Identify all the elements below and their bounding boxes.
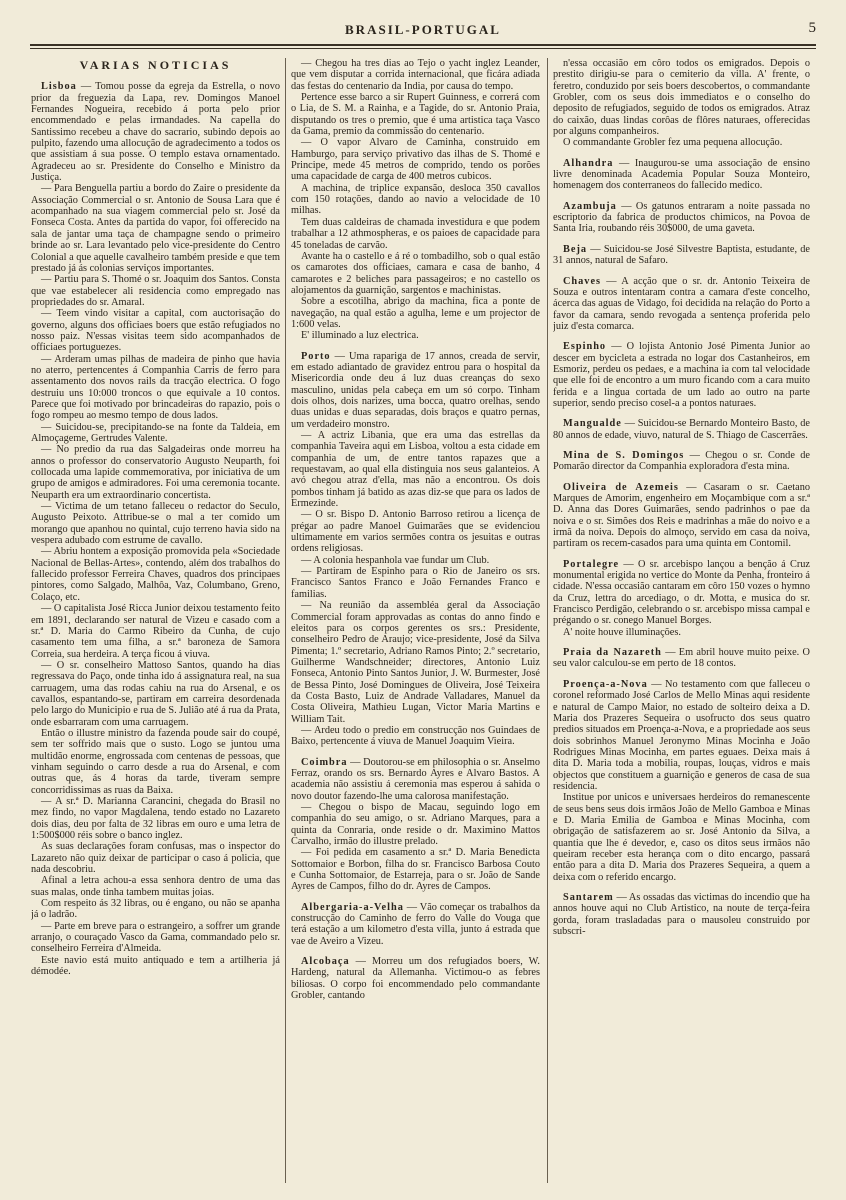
paragraph-text: — Partiu para S. Thomé o sr. Joaquim dos Santos. Consta que vae estabelecer ali residencia como empregado nas propriedades do sr. Amaral. [31, 274, 280, 308]
paragraph-text: Tem duas caldeiras de chamada investidura e que podem trabalhar a 12 athmospheras, e os paioes de capacidade para 45 toneladas de carvão. [291, 216, 540, 251]
paragraph-text: — Casaram o sr. Caetano Marques de Amorim, engenheiro em Moçambique com a sr.ª D. Anna das Dores Guimarães, sendo padrinhos o pae da noiva e o sr. Simões dos Reis e madrinhas a mãe do noivo e a irmã da noiva. Depois do almoço, servido em casa da noiva, partiram os recem-casados para uma quinta em Contomil. [553, 481, 810, 550]
paragraph-text: — Suicidou-se José Silvestre Baptista, estudante, de 31 annos, natural de Safaro. [553, 243, 810, 267]
paragraph-text: A' noite houve illuminações. [563, 626, 681, 638]
paragraph-text: — O sr. arcebispo lançou a benção á Cruz monumental erigida no vertice do Monte da Penha, fronteiro á cidade. N'essa occasião cantaram em côro 150 vozes o hymno da Cruz, lettra do arcediago, o dr. Motta, e musica do sr. Francisco Perdigão, celebrando o sr. arcebispo missa campal e prégando o sr. conego Manuel Borges. [553, 558, 810, 627]
paragraph-text: Institue por unicos e universaes herdeiros do remanescente de seus bens seus dois irmãos João de Mello Gamboa e Minas e D. Maria Emilia de Gamboa e Minas Mocinha, com obrigação de satisfazerem ao sr. José Antonio da Silva, a quantia que lhe é devedor, e, caso os ditos seus irmãos não queiram receber esta herança com o dito encargo, passará então para a dita D. Maria dos Prazeres Sequeira, a quem a deixa com o referido encargo. [553, 792, 810, 883]
paragraph-text: Pertence esse barco a sir Rupert Guinness, e correrá com o Lia, de S. M. a Rainha, e a Tagide, do sr. Antonio Praia, disputando os tres o premio, que é uma artistica taça Vasco da Gama, premio da commissão do centenario. [291, 92, 540, 138]
paragraph-text: — Ardeu todo o predio em construcção nos Guindaes de Baixo, pertencente á viuva de Manuel Joaquim Vieira. [291, 724, 540, 748]
news-paragraph [553, 482, 810, 550]
news-paragraph [31, 81, 280, 183]
news-paragraph [553, 892, 810, 937]
news-paragraph [291, 902, 540, 947]
place-heading: Mangualde [563, 418, 622, 430]
news-paragraph [31, 308, 280, 353]
news-paragraph [291, 430, 540, 509]
paragraph-text: Com respeito ás 32 libras, ou é engano, ou não se apanha já o ladrão. [31, 898, 280, 921]
news-paragraph [31, 660, 280, 728]
paragraph-text: — Partiram de Espinho para o Rio de Janeiro os srs. Francisco Santos Franco e João Fernandes Franco e familias. [291, 566, 540, 600]
news-paragraph [291, 725, 540, 748]
place-heading: Chaves [563, 275, 602, 287]
paragraph-text: — No predio da rua das Salgadeiras onde morreu ha annos o professor do conservatorio Augusto Neuparth, foi collocada uma lapide commemorativa, por iniciativa de um grupo de amigos e admiradores. Foi uma ceremonia tocante. Neuparth era um extraordinario concertista. [31, 444, 280, 501]
news-paragraph [291, 92, 540, 137]
place-heading: Portalegre [563, 558, 620, 570]
news-paragraph [553, 627, 810, 638]
news-paragraph [553, 559, 810, 627]
news-paragraph [31, 728, 280, 796]
news-paragraph [31, 444, 280, 501]
paragraph-text: — Victima de um tetano falleceu o redactor do Seculo, Augusto Peixoto. Attribue-se o mal a ter comido um morango que apanhou no quintal, cujo terreno havia sido na vespera adubado com estrume de cavallo. [31, 501, 280, 547]
paragraph-text: n'essa occasião em côro todos os emigrados. Depois o prestito dirigiu-se para o cemiterio da villa. A' frente, o feretro, conduzido por seis boers descobertos, o commandante Grobler, com os seus dois immediatos e o conselho do deposito de refugiados, seguido de todos os emigrados. Atraz do caixão, duas lindas corôas de flôres naturaes, offerecidas por alguns companheiros. [553, 58, 810, 138]
paragraph-text: — Na reunião da assembléa geral da Associação Commercial foram approvadas as contas do anno findo e eleitos para os corpos gerentes os srs.: Presidente, conselheiro Pedro de Araujo; vice-presidente, José da Silva Pimenta; 1.º secretario, Adriano Ramos Pinto; 2.º secretario, Guilherme Wandschneider; directores, Antonio Luiz Fonseca, Antonio Pinto Santos Junior, J. W. Burmester, José de Bessa Pinto, José Domingues de Oliveira, José Teixeira da Costa Basto, Luiz de Andrade Valladares, Manuel da Costa Oliveira, Mathieu Lugan, Victor Maria Martins e William Tait. [291, 600, 540, 725]
place-heading: Coimbra [301, 756, 348, 768]
place-heading: Oliveira de Azemeis [563, 481, 679, 493]
paragraph-text: Afinal a letra achou-a essa senhora dentro de uma das suas malas, onde tinha tambem muitas joias. [31, 875, 280, 898]
news-paragraph [31, 501, 280, 546]
column-divider [547, 58, 548, 1183]
paragraph-text: — Foi pedida em casamento a sr.ª D. Maria Benedicta Sottomaior e Borbon, filha do sr. Francisco Barbosa Couto e Cunha Sottomaior, de Estarreja, para o sr. João de Sande Ayres de Campos, filho do dr. Ayres de Campos. [291, 847, 540, 893]
paragraph-text: — Suicidou-se Bernardo Monteiro Basto, de 80 annos de edade, viuvo, natural de S. Thiago de Cascerrães. [553, 418, 810, 441]
news-paragraph [553, 201, 810, 235]
paragraph-text: O commandante Grobler fez uma pequena allocução. [563, 137, 783, 149]
news-paragraph [553, 276, 810, 333]
news-paragraph [31, 354, 280, 422]
news-paragraph [31, 546, 280, 603]
paragraph-text: — O vapor Alvaro de Caminha, construido em Hamburgo, para serviço privativo das ilhas de S. Thomé e Principe, mede 45 metros de comprido, tendo os porões uma capacidade de carga de 400 metros cubicos. [291, 137, 540, 183]
news-paragraph [553, 418, 810, 441]
news-paragraph [553, 244, 810, 267]
news-paragraph [553, 450, 810, 473]
place-heading: Proença-a-Nova [563, 678, 648, 690]
paragraph-text: — Inaugurou-se uma associação de ensino livre denominada Academia Popular Souza Monteiro, homenagem dos conterraneos do fallecido medico. [553, 157, 810, 192]
paragraph-text: Avante ha o castello e á ré o tombadilho, sob o qual estão os camarotes dos officiaes, camara e casa de banho, 4 camarotes e 2 beliches para passageiros; e no castello os alojamentos da guarnição, sargentos e machinistas. [291, 250, 540, 296]
news-paragraph [553, 158, 810, 192]
paragraph-text: E' illuminado a luz electrica. [301, 330, 419, 342]
place-heading: Beja [563, 243, 588, 255]
news-paragraph [291, 296, 540, 330]
paragraph-text: — O sr. Bispo D. Antonio Barroso retirou a licença de prégar ao padre Manoel Guimarães que se evidenciou ultimamente em varios sermões contra os jesuitas e outras ordens religiosas. [291, 509, 540, 555]
paragraph-text: — Os gatunos entraram a noite passada no escriptorio da fabrica de productos chimicos, na Povoa de Santa Iria, roubando réis 30$000, de uma gaveta. [553, 200, 810, 235]
paragraph-text: — Abriu hontem a exposição promovida pela «Sociedade Nacional de Bellas-Artes», contendo, além dos trabalhos do fallecido professor Ferreira Chaves, quadros dos principaes pintores, como Salgado, Malhôa, Vaz, Columbano, Greno, Colaço, etc. [31, 546, 280, 603]
paragraph-text: — Suicidou-se, precipitando-se na fonte da Taldeia, em Almoçageme, Gertrudes Valente. [31, 421, 280, 444]
place-heading: Azambuja [563, 200, 617, 212]
paragraph-text: — Chegou ha tres dias ao Tejo o yacht inglez Leander, que vem disputar a corrida internacional, que ficára adiada das festas do centenario da India, por causa do tempo. [291, 58, 540, 92]
place-heading: Lisboa [41, 81, 77, 93]
news-paragraph [553, 792, 810, 883]
news-paragraph [291, 956, 540, 1001]
paragraph-text: — No testamento com que falleceu o coronel reformado José Carlos de Mello Minas aqui residente e natural de Campo Maior, no estado de solteiro deixa a D. Maria dos Prazeres Sequeira o usofructo dos seus quatro predios situados em Proença-a-Nova, e a propriedade aos seus dois sobrinhos Manuel Jeronymo Minas Mocinha e João Rodrigues Minas Mocinha, em partes eguaes. Deixa mais á dita D. Maria toda a mobilia, roupas, louças, vidros e mais objectos que constituem a guarnição e generos de casa de sua residencia. [553, 678, 810, 792]
news-paragraph [31, 274, 280, 308]
news-paragraph [553, 58, 810, 137]
paragraph-text: — O lojista Antonio José Pimenta Junior ao descer em bycicleta a estrada no logar dos Castanheiros, em Esmoriz, perdeu os pedaes, e a machina ia com tal velocidade que elle foi de encontro a um muro ficando com a cara muito ferida e a lingua cortada de um lado ao outro na parte superior, sendo preciso cosel-a a pontos naturaes. [553, 341, 810, 409]
news-paragraph [553, 647, 810, 670]
paragraph-text: — Tomou posse da egreja da Estrella, o novo prior da freguezia da Lapa, rev. Domingos Manoel Fernandes Nogueira, recebido á porta pelo prior encommendado e pelas irmandades. Na capella do Santissimo recebeu a chave do sacrario, subindo depois ao pulpito, fazendo uma allocução de agradecimento a todos os que assistiam á sua posse. O templo estava ornamentado. Agradeceu ao sr. Presidente do Conselho e Ministro da Justiça. [31, 81, 280, 184]
article-column-2 [291, 58, 540, 1190]
news-paragraph [31, 422, 280, 445]
news-paragraph [291, 847, 540, 892]
paragraph-text: — A actriz Libania, que era uma das estrellas da companhia Taveira aqui em Lisboa, voltou a esta cidade em companhia de um, de entre tantos rapazes que a requestavam, ao qual ella distinguia nos seus galanteios. A avó chegou atraz d'ella, mas não a encontrou. Os dois pombos tinham já batido as azas diz-se que para os lados de Ermezinde. [291, 430, 540, 510]
paragraph-text: — Morreu um dos refugiados boers, W. Hardeng, natural da Allemanha. Victimou-o as febres biliosas. O corpo foi encommendado pelo commandante Grobler, cantando [291, 956, 540, 1002]
news-paragraph [553, 341, 810, 409]
paragraph-text: — Uma rapariga de 17 annos, creada de servir, em estado adiantado de gravidez entrou para o hospital da Misericordia onde deu á luz duas creanças do sexo masculino, unidas pela cabeça em um só corpo. Tinham dois olhos, dois narizes, uma bocca, quatro orelhas, sendo duas unidas e duas separadas, dois braços e quatro pernas, um verdadeiro monstro. [291, 350, 540, 430]
news-paragraph [291, 555, 540, 566]
news-paragraph [291, 600, 540, 725]
news-paragraph [291, 183, 540, 217]
paragraph-text: — A acção que o sr. dr. Antonio Teixeira de Souza e outros intentaram contra a camara d'este concelho, ácerca das aguas de Vidago, foi decidida na relação do Porto a favor da camara, sendo revogada a sentença proferida pelo juiz d'esta comarca. [553, 275, 810, 332]
article-column-3 [553, 58, 810, 1190]
news-paragraph [31, 796, 280, 841]
paragraph-text: — Parte em breve para o estrangeiro, a soffrer um grande arranjo, o couraçado Vasco da Gama, commandado pelo sr. conselheiro Ferreira d'Almeida. [31, 920, 280, 955]
paragraph-text: — Vão começar os trabalhos da construcção do Caminho de ferro do Valle do Vouga que terá estação a um kilometro d'esta villa, junto á estrada que vae de Aveiro a Vizeu. [291, 901, 540, 947]
paragraph-text: — Doutorou-se em philosophia o sr. Anselmo Ferraz, orando os srs. Bernardo Ayres e Alvaro Bastos. A academia não assistiu á ceremonia mas esperou á sahida o novo doutor fazendo-lhe uma calorosa manifestação. [291, 756, 540, 802]
masthead [30, 14, 816, 44]
paragraph-text: Sobre a escotilha, abrigo da machina, fica a ponte de navegação, na qual estão a agulha, leme e um projector de 1:600 velas. [291, 296, 540, 330]
news-paragraph [31, 183, 280, 274]
paragraph-text: — As ossadas das victimas do incendio que ha annos houve aqui no Club Artistico, na noute de terça-feira gorda, foram trasladadas para o mausoleu construido por subscri- [553, 892, 810, 938]
place-heading: Espinho [563, 341, 607, 353]
news-paragraph [291, 251, 540, 296]
news-paragraph [31, 603, 280, 660]
paragraph-text: Este navio está muito antiquado e tem a artilheria já démodée. [31, 954, 280, 978]
paragraph-text: — Chegou o sr. Conde de Pomarão director da Companhia exploradora d'esta mina. [553, 449, 810, 473]
news-paragraph [291, 566, 540, 600]
section-title: VARIAS NOTICIAS [79, 58, 232, 72]
paragraph-text: As suas declarações foram confusas, mas o inspector do Lazareto não quiz deixar de participar o caso á policia, que nada descobriu. [31, 841, 280, 876]
news-paragraph [291, 58, 540, 92]
place-heading: Mina de S. Domingos [563, 449, 685, 461]
paragraph-text: — Chegou o bispo de Macau, seguindo logo em companhia do seu amigo, o sr. Adriano Marques, para a quinta da Conraria, onde reside o dr. Maximino Mattos Carvalho, irmão do illustre prelado. [291, 802, 540, 848]
column-divider [285, 58, 286, 1183]
news-paragraph [553, 137, 810, 148]
paragraph-text: — Em abril houve muito peixe. O seu valor calculou-se em perto de 18 contos. [553, 647, 810, 670]
news-paragraph [291, 509, 540, 554]
news-paragraph [291, 217, 540, 251]
news-paragraph [31, 955, 280, 978]
news-paragraph [31, 921, 280, 955]
news-paragraph [291, 137, 540, 182]
news-paragraph [291, 330, 540, 341]
header-rule-thick [30, 44, 816, 46]
paragraph-text: — O sr. conselheiro Mattoso Santos, quando ha dias regressava do Paço, onde tinha ido á assignatura real, na sua carruagem, uma das rodas cahiu na rua do Arsenal, e os cavallos, espantando-se, partiram em carreira desordenada pelo largo do Municipio e rua de S. Julião até á rua da Prata, onde esbarraram com uma carruagem. [31, 659, 280, 728]
paragraph-text: — Para Benguella partiu a bordo do Zaire o presidente da Associação Commercial o sr. Antonio de Sousa Lara que é acompanhado na sua viagem commercial pelo sr. José da Fonseca Costa. Antes da partida do vapor, foi offerecido na sala de jantar uma taça de champagne sendo o primeiro brinde ao sr. Lara levantado pelo vice-presidente do Centro Colonial a que aquelle cavalheiro também preside e que tem prestado já ás colonias serviços importantes. [31, 183, 280, 274]
header-rule-thin [30, 48, 816, 49]
news-paragraph [31, 898, 280, 921]
page-number: 5 [808, 20, 816, 36]
publication-title: BRASIL-PORTUGAL [345, 22, 501, 37]
place-heading: Santarem [563, 892, 614, 903]
place-heading: Albergaria-a-Velha [301, 901, 404, 913]
place-heading: Porto [301, 350, 331, 362]
news-paragraph [31, 875, 280, 898]
paragraph-text: — O capitalista José Ricca Junior deixou testamento feito em 1891, declarando ser natural de Vizeu e casado com a sr.ª D. Maria do Carmo Ribeiro da Cunha, de cujo casamento tem uma filha, a sr.ª baroneza de Samora Correia, sua herdeira. A terça ficou á viuva. [31, 603, 280, 660]
paragraph-text: Então o illustre ministro da fazenda poude sair do coupé, sem ter soffrido mais que o susto. Logo se juntou uma multidão enorme, engrossada com centenas de pessoas, que vinham seguindo o carro desde a rua do Arsenal, e com outras que, ás 4 horas da tarde, tiveram sempre concorridissimas as ruas da Baixa. [31, 727, 280, 796]
news-paragraph [553, 679, 810, 792]
paragraph-text: — A colonia hespanhola vae fundar um Club. [301, 554, 490, 566]
news-paragraph [291, 351, 540, 430]
news-paragraph [291, 757, 540, 802]
paragraph-text: A machina, de triplice expansão, desloca 350 cavallos com 150 rotações, dando ao navio a velocidade de 10 milhas. [291, 182, 540, 217]
news-paragraph [31, 841, 280, 875]
place-heading: Alhandra [563, 157, 614, 169]
article-column-1 [31, 58, 280, 1190]
paragraph-text: — Teem vindo visitar a capital, com auctorisação do governo, alguns dos officiaes boers que estão refugiados no nosso paiz. N'essas visitas teem sido acompanhados de officiaes portuguezes. [31, 308, 280, 354]
place-heading: Alcobaça [301, 956, 350, 968]
paragraph-text: — A sr.ª D. Marianna Carancini, chegada do Brasil no mez findo, no vapor Magdalena, tendo estado no Lazareto dois dias, deu por falta de 32 libras em ouro e uma letra de 1:500$000 réis sobre o banco inglez. [31, 796, 280, 842]
paragraph-text: — Arderam umas pilhas de madeira de pinho que havia no aterro, pertencentes á Companhia Carris de ferro para assentamento dos novos rails da tracção electrica. O fogo destruiu uns 10:000 troncos o que equivale a 10 contos. Parece que foi motivado por brincadeiras do rapazio, pois o fogo rompeu ao mesmo tempo de dous lados. [31, 353, 280, 422]
news-paragraph [291, 802, 540, 847]
place-heading: Praia da Nazareth [563, 647, 662, 659]
